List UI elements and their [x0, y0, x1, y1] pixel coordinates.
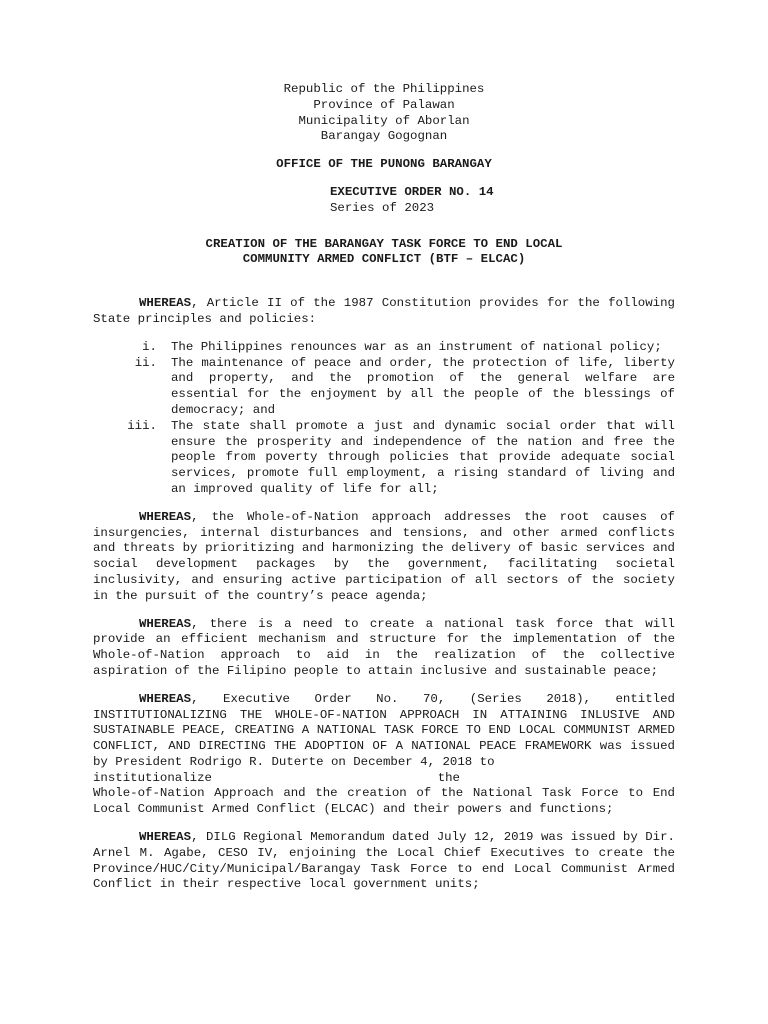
header-municipality: Municipality of Aborlan: [298, 113, 470, 128]
list-item: [93, 340, 675, 356]
executive-order-series: Series of 2023: [330, 200, 435, 215]
paragraph-text: , there is a need to create a national task force that will provide an efficient mechanism and structure for the implementation of the Whole-of-Nation approach to aid in the realization of the collective aspiration of the Filipino people to attain inclusive and sustainable peace;: [93, 616, 675, 678]
paragraph-word: institutionalize: [93, 770, 212, 785]
whereas-label: WHEREAS: [139, 830, 192, 845]
title-line-2: COMMUNITY ARMED CONFLICT (BTF – ELCAC): [242, 252, 526, 267]
office-heading: OFFICE OF THE PUNONG BARANGAY: [276, 157, 492, 172]
list-item-number: iii.: [127, 418, 157, 433]
paragraph-split-line: [93, 771, 675, 787]
whereas-label: WHEREAS: [139, 296, 192, 311]
whereas-paragraph-3: [93, 617, 675, 680]
executive-order-block: [93, 185, 675, 217]
list-item: [93, 419, 675, 498]
paragraph-text: , Executive Order No. 70, (Series 2018), entitled INSTITUTIONALIZING THE WHOLE-OF-NATION APPROACH IN ATTAINING INLUSIVE AND SUSTAINABLE PEACE, CREATING A NATIONAL TASK FORCE TO END LOCAL COMMUNIST ARMED CONFLICT, AND DIRECTING THE ADOPTION OF A NATIONAL PEACE FRAMEWORK was issued by President Rodrigo R. Duterte on December 4, 2018 to: [93, 691, 675, 769]
document-page: [93, 82, 675, 893]
paragraph-body: [93, 692, 675, 771]
whereas-label: WHEREAS: [139, 616, 192, 631]
letterhead: [93, 82, 675, 145]
paragraph-text: , DILG Regional Memorandum dated July 12, 2019 was issued by Dir. Arnel M. Agabe, CESO IV, enjoining the Local Chief Executives to create the Province/HUC/City/Municipal/Barangay Task Force to end Local Communist Armed Conflict in their respective local government units;: [93, 830, 675, 892]
list-item-text: The state shall promote a just and dynamic social order that will ensure the prosperity and independence of the nation and free the people from poverty through policies that provide adequate social services, promote full employment, a rising standard of living and an improved quality of life for all;: [171, 418, 675, 496]
document-title: [93, 237, 675, 269]
whereas-label: WHEREAS: [139, 691, 192, 706]
paragraph-word: the: [437, 770, 460, 785]
header-barangay: Barangay Gogognan: [320, 129, 448, 144]
principles-list: [93, 340, 675, 498]
whereas-paragraph-1: [93, 296, 675, 328]
paragraph-text: , Article II of the 1987 Constitution provides for the following State principles and policies:: [93, 296, 675, 326]
whereas-paragraph-4: [93, 692, 675, 818]
list-item-text: The Philippines renounces war as an instrument of national policy;: [171, 339, 662, 354]
list-item-number: i.: [142, 339, 157, 354]
whereas-paragraph-2: [93, 510, 675, 605]
list-item-number: ii.: [134, 355, 157, 370]
whereas-paragraph-5: [93, 830, 675, 893]
executive-order-number: EXECUTIVE ORDER NO. 14: [330, 184, 494, 199]
paragraph-continuation: Whole-of-Nation Approach and the creation of the National Task Force to End Local Communist Armed Conflict (ELCAC) and their powers and functions;: [93, 786, 675, 817]
title-line-1: CREATION OF THE BARANGAY TASK FORCE TO END LOCAL: [205, 236, 563, 251]
whereas-label: WHEREAS: [139, 509, 192, 524]
list-item-text: The maintenance of peace and order, the protection of life, liberty and property, and the promotion of the general welfare are essential for the enjoyment by all the people of the blessings of democracy; and: [171, 355, 675, 417]
list-item: [93, 356, 675, 419]
header-country: Republic of the Philippines: [283, 82, 485, 96]
header-province: Province of Palawan: [313, 97, 455, 112]
paragraph-text: , the Whole-of-Nation approach addresses the root causes of insurgencies, internal disturbances and tensions, and other armed conflicts and threats by prioritizing and harmonizing the delivery of basic services and social development packages by the government, facilitating societal inclusivity, and ensuring active participation of all sectors of the society in the pursuit of the country’s peace agenda;: [93, 509, 675, 603]
